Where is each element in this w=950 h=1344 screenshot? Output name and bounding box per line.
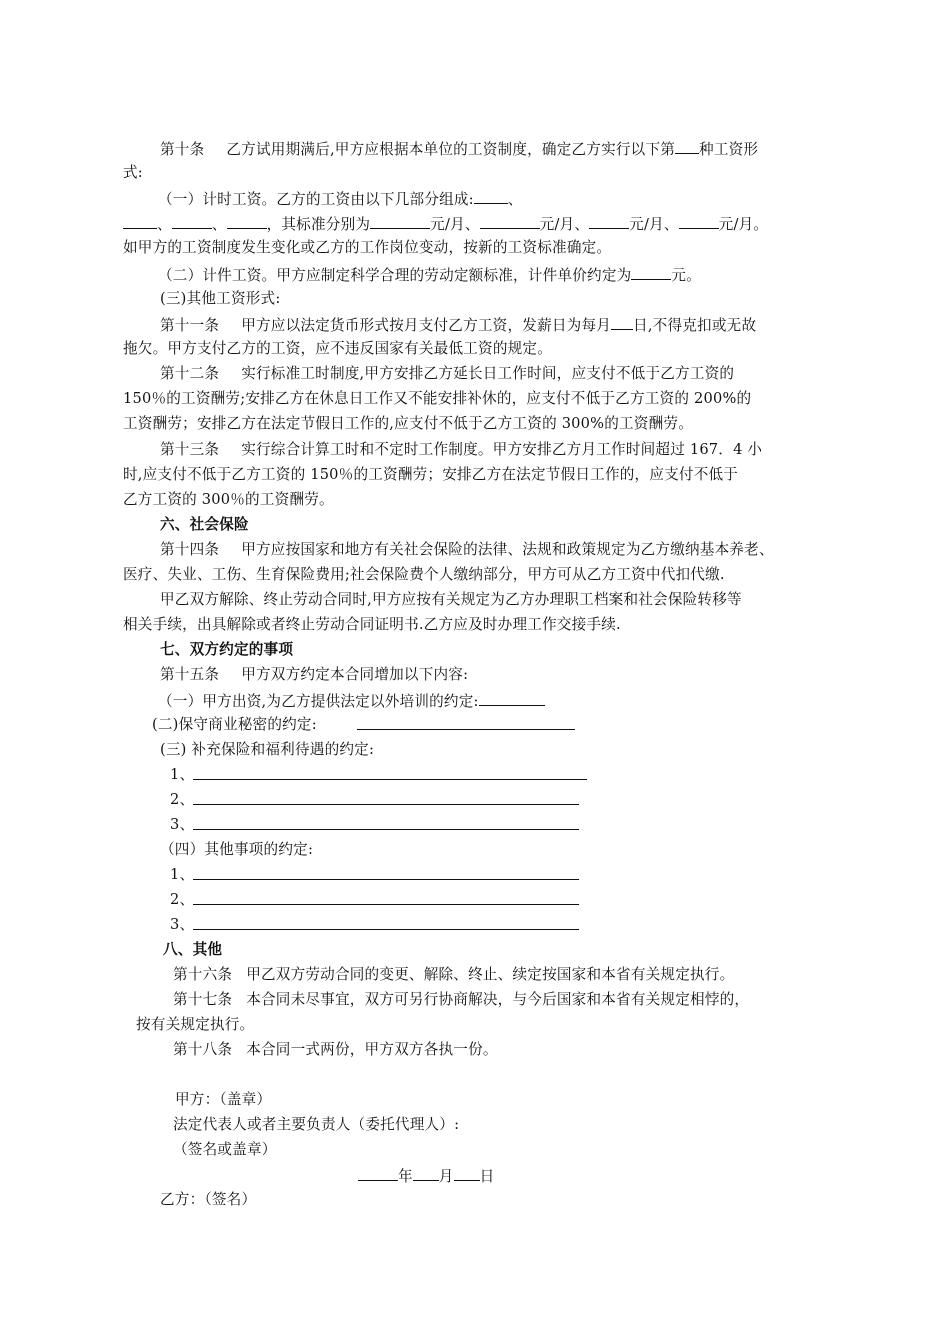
wage-component-blank[interactable] <box>227 213 267 229</box>
item3-entry-3 <box>170 815 194 835</box>
article10-item2 <box>158 264 701 284</box>
unit-text: 元/月、 <box>629 216 679 233</box>
article-text: 相关手续，出具解除或者终止劳动合同证明书.乙方应及时办理工作交接手续. <box>123 616 621 633</box>
article-text: 甲乙双方劳动合同的变更、解除、终止、续定按国家和本省有关规定执行。 <box>246 966 735 983</box>
article10-item1-line2 <box>123 213 768 233</box>
item-text: 元。 <box>671 267 701 284</box>
year-label: 年 <box>398 1168 413 1185</box>
article18 <box>173 1040 498 1060</box>
article-text: 时,应支付不低于乙方工资的 150％的工资酬劳；安排乙方在法定节假日工作的，应支付不低于 <box>123 466 739 483</box>
other-entry-1-blank[interactable] <box>193 879 579 880</box>
wage-form-blank[interactable] <box>675 138 699 154</box>
article11-line1 <box>160 314 756 334</box>
article13-line2 <box>123 465 738 485</box>
article-number: 第十五条 <box>160 666 220 683</box>
date-line <box>358 1165 494 1185</box>
article14-line1 <box>160 540 774 560</box>
article17-line2 <box>136 1015 254 1035</box>
separator: 、 <box>157 216 172 233</box>
article10-item1 <box>158 188 523 208</box>
article12-line2 <box>123 389 751 409</box>
wage-amount-blank[interactable] <box>480 213 540 229</box>
article15-item4 <box>160 840 313 860</box>
wage-component-blank[interactable] <box>474 188 508 204</box>
unit-text: 元/月、 <box>539 216 590 233</box>
article15-item2 <box>152 715 317 735</box>
wage-amount-blank[interactable] <box>679 213 719 229</box>
article-number: 第十七条 <box>173 991 233 1008</box>
article-text: 医疗、失业、工伤、生育保险费用;社会保险费个人缴纳部分，甲方可从乙方工资中代扣代缴. <box>123 566 725 583</box>
item3-entry-1 <box>170 765 194 785</box>
unit-text: 元/月、 <box>430 216 480 233</box>
article-text: 工资酬劳；安排乙方在法定节假日工作的,应支付不低于乙方工资的 300%的工资酬劳。 <box>123 415 693 432</box>
sign-or-stamp-label: （签名或盖章） <box>173 1141 277 1158</box>
article-text: 乙方工资的 300％的工资酬劳。 <box>123 491 334 508</box>
item-text: 如甲方的工资制度发生变化或乙方的工作岗位变动，按新的工资标准确定。 <box>123 239 612 256</box>
article-number: 第十六条 <box>173 966 233 983</box>
entry-number: 1、 <box>170 766 195 783</box>
article11-line2 <box>123 339 552 359</box>
item4-entry-3 <box>170 915 194 935</box>
entry-number: 3、 <box>170 816 195 833</box>
item4-entry-2 <box>170 890 194 910</box>
article16 <box>173 965 734 985</box>
item3-entry-2 <box>170 790 194 810</box>
article10-item1-line3 <box>123 238 611 258</box>
article-text: 乙方试用期满后,甲方应根据本单位的工资制度，确定乙方实行以下第 <box>226 141 676 158</box>
month-label: 月 <box>438 1168 454 1185</box>
item-text: (三) 补充保险和福利待遇的约定: <box>160 741 375 758</box>
article14-line2 <box>123 565 725 585</box>
year-blank[interactable] <box>358 1165 398 1181</box>
article-text: 日,不得克扣或无故 <box>633 317 757 334</box>
article-text: 式: <box>123 164 143 181</box>
article-number: 第十四条 <box>160 541 220 558</box>
article-text: 本合同未尽事宜，双方可另行协商解决，与今后国家和本省有关规定相悖的， <box>246 991 750 1008</box>
other-entry-2-blank[interactable] <box>193 904 579 905</box>
item-text: （四）其他事项的约定: <box>160 841 314 858</box>
article-number: 第十二条 <box>160 365 220 382</box>
article13-line3 <box>123 490 334 510</box>
article-text: 种工资形 <box>699 141 759 158</box>
separator: 、 <box>507 191 523 208</box>
section6-para2-line1 <box>160 590 742 610</box>
article15-line1 <box>160 665 468 685</box>
payday-blank[interactable] <box>611 314 633 330</box>
section6-heading: 六、社会保险 <box>160 516 249 533</box>
article-number: 第十八条 <box>173 1041 233 1058</box>
article12-line3 <box>123 414 693 434</box>
insurance-entry-3-blank[interactable] <box>193 829 579 830</box>
wage-component-blank[interactable] <box>172 213 212 229</box>
article-text: 150％的工资酬劳;安排乙方在休息日工作又不能安排补休的，应支付不低于乙方工资的 200%的 <box>123 390 752 407</box>
article-text: 实行标准工时制度,甲方安排乙方延长日工作时间，应支付不低于乙方工资的 <box>241 365 735 382</box>
representative-label: 法定代表人或者主要负责人（委托代理人）: <box>173 1116 460 1133</box>
confidentiality-blank[interactable] <box>357 729 575 730</box>
article-text: 甲方双方约定本合同增加以下内容: <box>241 666 469 683</box>
section8-heading: 八、其他 <box>163 941 223 958</box>
article-text: 实行综合计算工时和不定时工作制度。甲方安排乙方月工作时间超过 167．4 小 <box>241 441 763 458</box>
piece-rate-blank[interactable] <box>631 264 671 280</box>
item-text: （二）计件工资。甲方应制定科学合理的劳动定额标准，计件单价约定为 <box>158 267 632 284</box>
article-text: 甲乙双方解除、终止劳动合同时,甲方应按有关规定为乙方办理职工档案和社会保险转移等 <box>160 591 742 608</box>
article-text: 甲方应以法定货币形式按月支付乙方工资，发薪日为每月 <box>241 317 612 334</box>
article-number: 第十一条 <box>160 317 220 334</box>
unit-text: 元/月。 <box>718 216 769 233</box>
article10-line1 <box>160 138 758 158</box>
wage-amount-blank[interactable] <box>370 213 430 229</box>
article-text: 本合同一式两份，甲方双方各执一份。 <box>246 1041 498 1058</box>
article13-line1 <box>160 440 762 460</box>
party-b-label: 乙方：（签名） <box>160 1191 257 1208</box>
item4-entry-1 <box>170 865 194 885</box>
item-text: (三)其他工资形式: <box>160 290 281 307</box>
article15-item1 <box>158 690 545 710</box>
insurance-entry-2-blank[interactable] <box>193 804 579 805</box>
article-number: 第十条 <box>160 141 205 158</box>
item-text: （一）计时工资。乙方的工资由以下几部分组成: <box>158 191 474 208</box>
wage-component-blank[interactable] <box>123 213 157 229</box>
article10-item3 <box>160 289 280 309</box>
article-text: 按有关规定执行。 <box>136 1016 255 1033</box>
entry-number: 2、 <box>170 791 195 808</box>
article12-line1 <box>160 364 734 384</box>
party-a-label: 甲方：（盖章） <box>175 1091 272 1108</box>
wage-amount-blank[interactable] <box>589 213 629 229</box>
item-text: ，其标准分别为 <box>266 216 371 233</box>
other-entry-3-blank[interactable] <box>193 929 579 930</box>
insurance-entry-1-blank[interactable] <box>193 779 587 780</box>
entry-number: 3、 <box>170 916 195 933</box>
day-blank[interactable] <box>454 1165 480 1181</box>
separator: 、 <box>211 216 227 233</box>
item-text: （一）甲方出资,为乙方提供法定以外培训的约定: <box>158 693 479 710</box>
section7-heading: 七、双方约定的事项 <box>160 641 294 658</box>
article-text: 拖欠。甲方支付乙方的工资，应不违反国家有关最低工资的规定。 <box>123 340 553 357</box>
day-label: 日 <box>479 1168 495 1185</box>
section6-para2-line2 <box>123 615 621 635</box>
article15-item3 <box>160 740 374 760</box>
item-text: (二)保守商业秘密的约定: <box>152 716 317 733</box>
entry-number: 1、 <box>170 866 195 883</box>
article10-line2 <box>123 163 143 183</box>
entry-number: 2、 <box>170 891 195 908</box>
month-blank[interactable] <box>413 1165 439 1181</box>
article-text: 甲方应按国家和地方有关社会保险的法律、法规和政策规定为乙方缴纳基本养老、 <box>241 541 774 558</box>
training-agreement-blank[interactable] <box>479 690 545 706</box>
article17-line1 <box>173 990 749 1010</box>
article-number: 第十三条 <box>160 441 220 458</box>
